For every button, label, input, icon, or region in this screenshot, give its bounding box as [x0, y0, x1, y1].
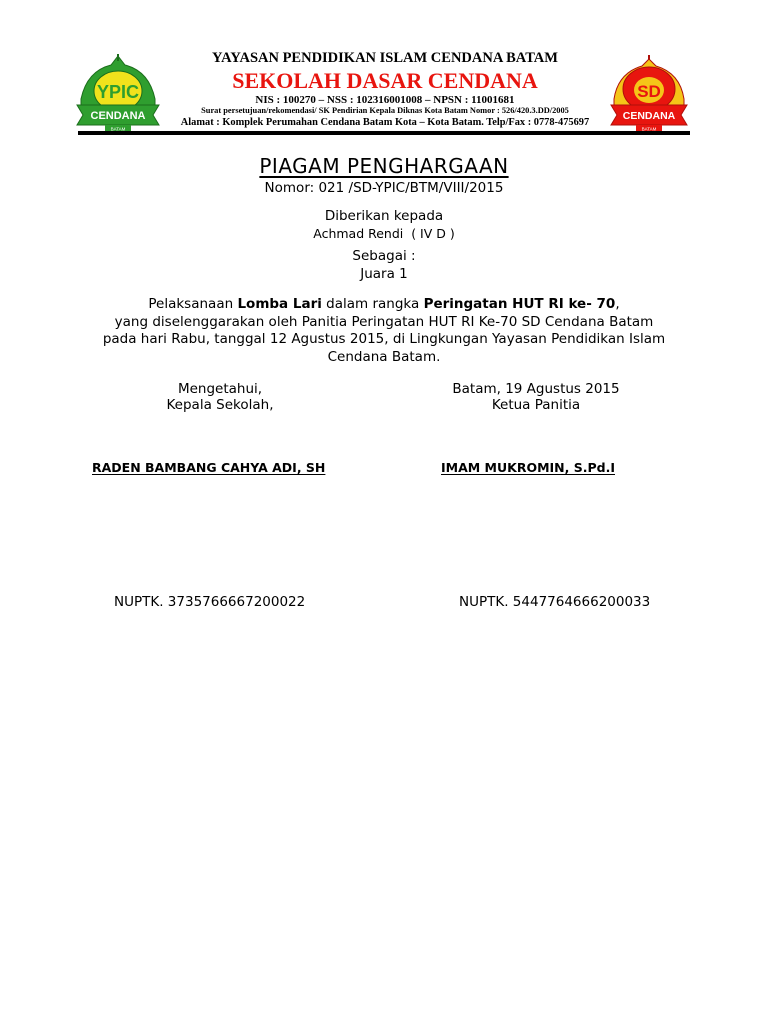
principal-role: Kepala Sekolah, [166, 397, 274, 413]
acknowledged-label: Mengetahui, [177, 381, 263, 397]
occasion-name: Peringatan HUT RI ke- 70 [423, 296, 616, 312]
committee-chair-nuptk: NUPTK. 5447764666200033 [459, 594, 651, 610]
ypic-logo-banner: CENDANA [90, 110, 146, 122]
sd-logo-text: SD [637, 82, 661, 101]
school-ids: NIS : 100270 – NSS : 102316001008 – NPSN : 11001681 [255, 94, 515, 106]
ypic-logo-text: YPIC [96, 82, 140, 102]
given-to-label: Diberikan kepada [324, 208, 444, 224]
school-name: SEKOLAH DASAR CENDANA [232, 68, 538, 93]
permit-line: Surat persetujuan/rekomendasi/ SK Pendirian Kepala Diknas Kota Batam Nomor : 526/420.3.DD/2005 [201, 106, 569, 115]
description-line-4: Cendana Batam. [327, 348, 441, 365]
certificate-title: PIAGAM PENGHARGAAN [259, 154, 509, 178]
description-line-2: yang diselenggarakan oleh Panitia Peringatan HUT RI Ke-70 SD Cendana Batam [114, 313, 654, 330]
description-line-1: Pelaksanaan Lomba Lari dalam rangka Peringatan HUT RI ke- 70, [148, 296, 620, 312]
principal-name: RADEN BAMBANG CAHYA ADI, SH [92, 460, 326, 475]
committee-chair-name: IMAM MUKROMIN, S.Pd.I [441, 460, 615, 475]
place-date: Batam, 19 Agustus 2015 [452, 381, 620, 397]
certificate-number: Nomor: 021 /SD-YPIC/BTM/VIII/2015 [264, 180, 504, 196]
as-label: Sebagai : [352, 248, 416, 264]
event-name: Lomba Lari [237, 296, 322, 312]
committee-chair-role: Ketua Panitia [491, 397, 581, 413]
principal-nuptk: NUPTK. 3735766667200022 [114, 594, 306, 610]
sd-logo-sub: BATAM [641, 126, 657, 132]
award-rank: Juara 1 [360, 266, 408, 282]
letterhead-divider [78, 131, 690, 135]
sd-logo-banner: CENDANA [622, 110, 676, 122]
foundation-name: YAYASAN PENDIDIKAN ISLAM CENDANA BATAM [212, 50, 558, 66]
recipient-name: Achmad Rendi ( IV D ) [313, 226, 455, 241]
description-line-3: pada hari Rabu, tanggal 12 Agustus 2015, di Lingkungan Yayasan Pendidikan Islam [102, 331, 666, 347]
ypic-logo-sub: BATAM [110, 126, 126, 132]
address-line: Alamat : Komplek Perumahan Cendana Batam Kota – Kota Batam. Telp/Fax : 0778-475697 [180, 117, 590, 128]
description-paragraph [90, 296, 678, 366]
